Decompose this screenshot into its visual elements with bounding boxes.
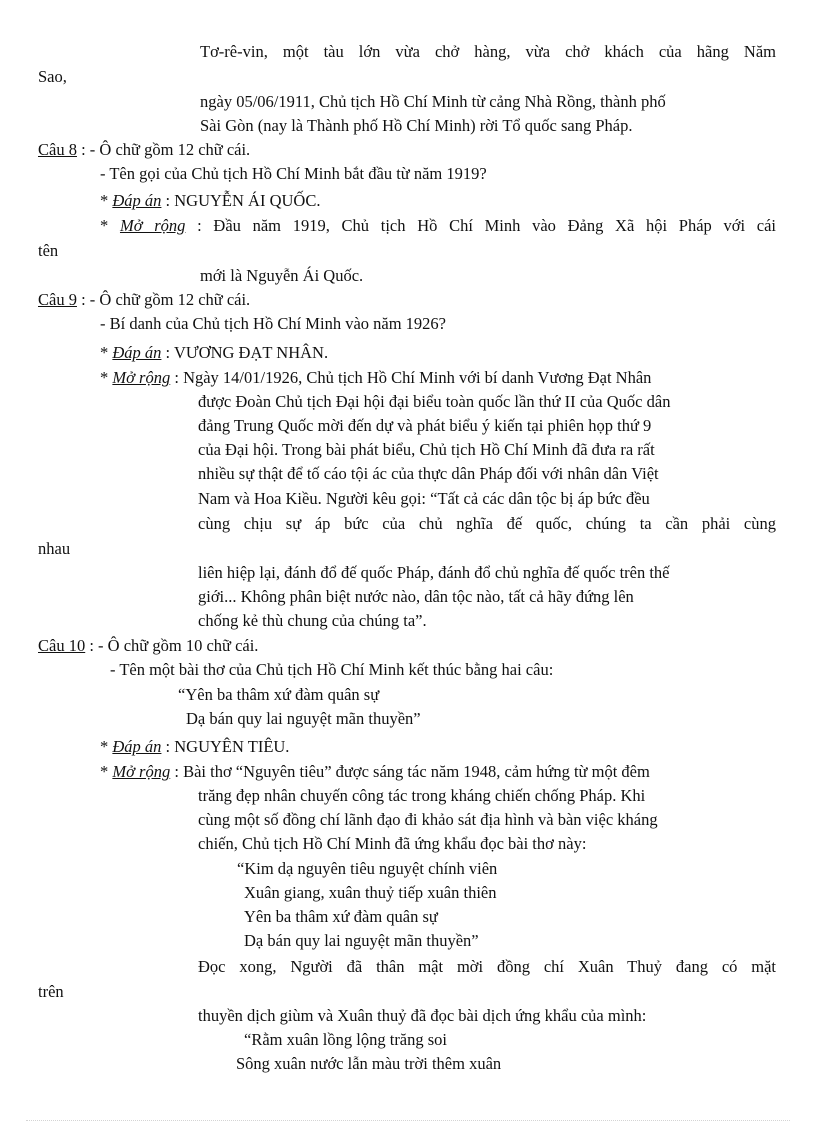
q9-answer-bullet: * [100, 343, 113, 362]
q10-count: : - Ô chữ gồm 10 chữ cái. [85, 636, 259, 655]
q9-answer [100, 343, 328, 363]
q9-question: - Bí danh của Chủ tịch Hồ Chí Minh vào năm 1926? [100, 314, 446, 333]
q8-expand-label: Mở rộng [119, 216, 186, 235]
q9-count: : - Ô chữ gồm 12 chữ cái. [76, 290, 251, 309]
q8-expand-bullet: * [100, 216, 120, 235]
q9-expand-text: : Ngày 14/01/1926, Chủ tịch Hồ Chí Minh với bí danh Vương Đạt Nhân [170, 368, 652, 387]
q10-expand-line-2: trăng đẹp nhân chuyến công tác trong kháng chiến chống Pháp. Khi [198, 786, 646, 805]
page-bottom-divider [26, 1120, 790, 1121]
intro-line-2: Sao, [38, 67, 67, 86]
intro-line-4: Sài Gòn (nay là Thành phố Hồ Chí Minh) rời Tổ quốc sang Pháp. [200, 116, 633, 135]
q8-expand-line-2: tên [38, 241, 59, 260]
q8-count: : - Ô chữ gồm 12 chữ cái. [76, 140, 251, 159]
q10-expand-bullet: * [100, 762, 113, 781]
q9-expand-line-4: của Đại hội. Trong bài phát biểu, Chủ tịch Hồ Chí Minh đã đưa ra rất [198, 440, 655, 459]
q10-question: - Tên một bài thơ của Chủ tịch Hồ Chí Minh kết thúc bằng hai câu: [110, 660, 554, 679]
q10-answer-label: Đáp án [112, 737, 162, 756]
q9-expand-line-6: Nam và Hoa Kiều. Người kêu gọi: “Tất cả các dân tộc bị áp bức đều [198, 489, 650, 508]
q10-expand-label: Mở rộng [112, 762, 171, 781]
q10-poem-line-1: “Kim dạ nguyên tiêu nguyệt chính viên [237, 859, 498, 878]
q9-expand-line-1 [100, 368, 651, 388]
q8-answer-text: : NGUYỄN ÁI QUỐC. [161, 191, 321, 210]
q8-header [38, 140, 250, 160]
q10-after-line-1: Đọc xong, Người đã thân mật mời đồng chí Xuân Thuỷ đang có mặt [198, 957, 776, 976]
q9-expand-line-5: nhiều sự thật để tố cáo tội ác của thực dân Pháp đối với nhân dân Việt [198, 464, 659, 483]
q10-translation-line-1: “Rằm xuân lồng lộng trăng soi [244, 1030, 448, 1049]
q10-poem-line-4: Dạ bán quy lai nguyệt mãn thuyền” [244, 931, 479, 950]
q9-expand-line-2: được Đoàn Chủ tịch Đại hội đại biểu toàn quốc lần thứ II của Quốc dân [198, 392, 671, 411]
q9-expand-line-8: nhau [38, 539, 71, 558]
q8-label: Câu 8 [38, 140, 77, 159]
q10-header [38, 636, 258, 656]
q10-poem-line-2: Xuân giang, xuân thuỷ tiếp xuân thiên [244, 883, 497, 902]
q10-answer [100, 737, 289, 757]
q10-answer-bullet: * [100, 737, 113, 756]
q9-header [38, 290, 250, 310]
q8-answer [100, 191, 320, 211]
q10-expand-line-4: chiến, Chủ tịch Hồ Chí Minh đã ứng khẩu đọc bài thơ này: [198, 834, 587, 853]
q9-expand-label: Mở rộng [112, 368, 171, 387]
q8-expand-line-3: mới là Nguyễn Ái Quốc. [200, 266, 364, 285]
q9-answer-label: Đáp án [112, 343, 162, 362]
q10-label: Câu 10 [38, 636, 86, 655]
intro-line-1: Tơ-rê-vin, một tàu lớn vừa chở hàng, vừa chở khách của hãng Năm [200, 42, 776, 61]
q9-expand-line-9: liên hiệp lại, đánh đổ đế quốc Pháp, đánh đổ chủ nghĩa đế quốc trên thế [198, 563, 670, 582]
q9-expand-line-10: giới... Không phân biệt nước nào, dân tộc nào, tất cả hãy đứng lên [198, 587, 634, 606]
q10-expand-line-3: cùng một số đồng chí lãnh đạo đi khảo sát địa hình và bàn việc kháng [198, 810, 658, 829]
q10-translation-line-2: Sông xuân nước lẫn màu trời thêm xuân [236, 1054, 502, 1073]
q10-after-line-3: thuyền dịch giùm và Xuân thuỷ đã đọc bài dịch ứng khẩu của mình: [198, 1006, 647, 1025]
q10-poem-line-3: Yên ba thâm xứ đàm quân sự [244, 907, 438, 926]
q9-expand-line-7: cùng chịu sự áp bức của chủ nghĩa đế quốc, chúng ta cần phải cùng [198, 514, 776, 533]
q10-expand-line-1 [100, 762, 650, 782]
q9-expand-line-11: chống kẻ thù chung của chúng ta”. [198, 611, 427, 630]
q9-answer-text: : VƯƠNG ĐẠT NHÂN. [161, 343, 329, 362]
q10-answer-text: : NGUYÊN TIÊU. [161, 737, 290, 756]
q9-expand-line-3: đảng Trung Quốc mời đến dự và phát biểu ý kiến tại phiên họp thứ 9 [198, 416, 652, 435]
q9-expand-bullet: * [100, 368, 113, 387]
q8-answer-label: Đáp án [112, 191, 162, 210]
q10-expand-text: : Bài thơ “Nguyên tiêu” được sáng tác năm 1948, cảm hứng từ một đêm [170, 762, 650, 781]
q8-answer-bullet: * [100, 191, 113, 210]
q9-label: Câu 9 [38, 290, 77, 309]
q10-after-line-2: trên [38, 982, 64, 1001]
q8-expand-text: : Đầu năm 1919, Chủ tịch Hồ Chí Minh vào Đảng Xã hội Pháp với cái [185, 216, 777, 235]
q10-verse-1: “Yên ba thâm xứ đàm quân sự [178, 685, 380, 704]
q8-expand-line-1 [100, 216, 776, 236]
q10-verse-2: Dạ bán quy lai nguyệt mãn thuyền” [186, 709, 421, 728]
intro-line-3: ngày 05/06/1911, Chủ tịch Hồ Chí Minh từ cảng Nhà Rồng, thành phố [200, 92, 666, 111]
q8-question: - Tên gọi của Chủ tịch Hồ Chí Minh bắt đầu từ năm 1919? [100, 164, 487, 183]
